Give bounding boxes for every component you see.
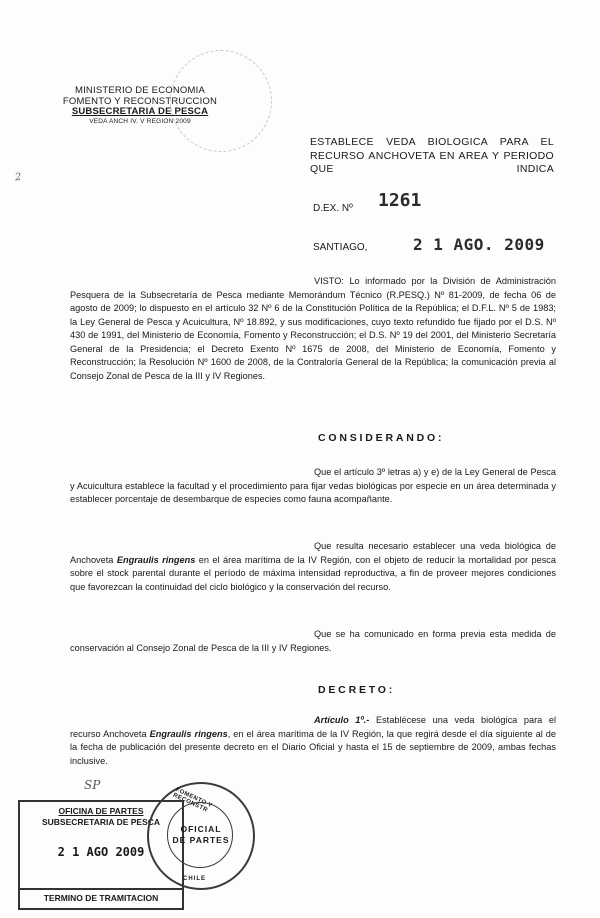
round-stamp-rim-text: FOMENTO Y RECONSTR — [171, 787, 214, 814]
decree-place: SANTIAGO, — [313, 242, 368, 253]
ministry-line2: FOMENTO Y RECONSTRUCCION — [62, 95, 218, 107]
office-stamp-footer: TERMINO DE TRAMITACION — [20, 888, 182, 903]
ministry-line3: SUBSECRETARIA DE PESCA — [71, 106, 209, 117]
round-stamp-line1: OFICIAL — [180, 824, 222, 834]
decree-label: D.EX. Nº — [313, 203, 353, 214]
office-stamp-line2: SUBSECRETARIA DE PESCA — [41, 817, 161, 827]
considerando-2 — [70, 540, 556, 594]
signature-mark: SP — [84, 778, 101, 792]
round-stamp-line2: DE PARTES — [172, 835, 230, 845]
article-species-name: Engraulis ringens — [149, 728, 228, 739]
article-label: Artículo 1º.- — [314, 715, 370, 725]
ministry-line4: VEDA ANCH IV. V REGION 2009 — [89, 117, 191, 125]
office-stamp-date: 2 1 AGO 2009 — [57, 845, 145, 859]
round-stamp-bottom: CHILE — [183, 876, 206, 882]
round-official-stamp — [147, 782, 255, 890]
ministry-header — [50, 86, 230, 126]
considerando-3: Que se ha comunicado en forma previa esta medida de conservación al Consejo Zonal de Pesca de la III y IV Regiones. — [70, 629, 556, 653]
ministry-line1: MINISTERIO DE ECONOMIA — [74, 85, 206, 96]
decree-date-stamp: 2 1 AGO. 2009 — [413, 235, 545, 254]
visto-paragraph: VISTO: Lo informado por la División de Administración Pesquera de la Subsecretaría de Pesca mediante Memorándum Técnico (R.PESQ.) Nº 81-2009, de fecha 06 de agosto de 2009; lo dispuesto en el artículo 32 Nº 6 de la Constitución Política de la República; el D.F.L. Nº 5 de 1983; la Ley General de Pesca y Acuicultura, Nº 18.892, y sus modificaciones, cuyo texto refundido fue fijado por el D.S. Nº 430 de 1991, del Ministerio de Economía, Fomento y Reconstrucción; el D.S. Nº 19 del 2001, del Ministerio Secretaría General de la Presidencia; el Decreto Exento Nº 1675 de 2008, del Ministerio de Economía, Fomento y Reconstrucción; la Resolución Nº 1600 de 2008, de la Contraloría General de la República; la comunicación previa al Consejo Zonal de Pesca de la III y IV Regiones. — [70, 276, 556, 381]
article-1 — [70, 714, 556, 768]
considerando-heading: CONSIDERANDO: — [318, 432, 445, 444]
considerando-2-end: en el área marítima de la IV Región, con el objeto de reducir la mortalidad por pesca sobre el stock parental durante el período de máxima intensidad reproductiva, a fin de proveer mejores condiciones que favorezcan la continuidad del ciclo biológico y la conservación del recurso. — [70, 554, 556, 592]
article-1-end: , en el área marítima de la IV Región, la que regirá desde el día siguiente al de la fecha de publicación del presente decreto en el Diario Oficial y hasta el 15 de septiembre de 2009, ambas fechas inclusive. — [70, 728, 556, 766]
decreto-heading: DECRETO: — [318, 684, 396, 696]
decree-title: ESTABLECE VEDA BIOLOGICA PARA EL RECURSO ANCHOVETA EN AREA Y PERIODO QUE INDICA — [310, 136, 554, 175]
article-1-start: Establécese una veda biológica para el recurso Anchoveta — [70, 715, 556, 739]
office-stamp-line1: OFICINA DE PARTES — [58, 806, 144, 816]
considerando-2-start: Que resulta necesario establecer una veda biológica de Anchoveta — [70, 541, 556, 565]
considerando-1: Que el artículo 3º letras a) y e) de la Ley General de Pesca y Acuicultura establece la facultad y el procedimiento para fijar vedas biológicas por especie en un área determinada y establecer porcentaje de desembarque de especies como fauna acompañante. — [70, 467, 556, 504]
handwritten-mark: 2 — [14, 171, 22, 184]
decree-number: 1261 — [378, 190, 422, 211]
species-name: Engraulis ringens — [116, 554, 196, 565]
